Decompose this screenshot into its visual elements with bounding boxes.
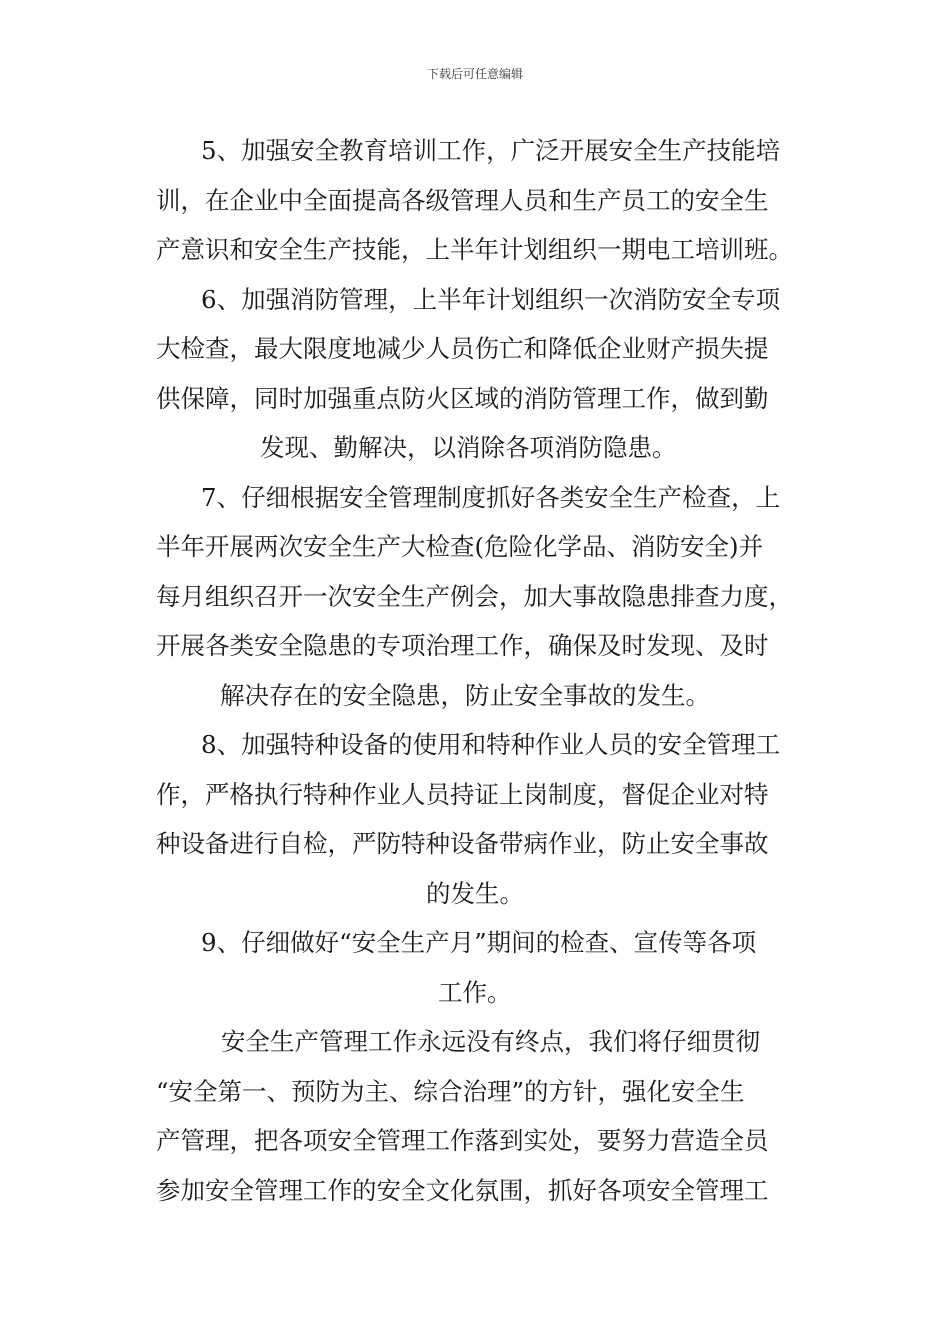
text-line: 7、仔细根据安全管理制度抓好各类安全生产检查，上 <box>201 482 781 512</box>
text-line: 作，严格执行特种作业人员持证上岗制度，督促企业对特 <box>156 779 769 809</box>
text-line: 5、加强安全教育培训工作，广泛开展安全生产技能培 <box>201 136 781 165</box>
text-line: 8、加强特种设备的使用和特种作业人员的安全管理工 <box>201 730 781 759</box>
text-line: 开展各类安全隐患的专项治理工作，确保及时发现、及时 <box>156 631 769 660</box>
text-line: 发现、勤解决，以消除各项消防隐患。 <box>260 433 677 462</box>
text-line: 种设备进行自检，严防特种设备带病作业，防止安全事故 <box>156 829 769 858</box>
text-line: 产意识和安全生产技能，上半年计划组织一期电工培训班。 <box>156 235 793 264</box>
text-line: 产管理，把各项安全管理工作落到实处，要努力营造全员 <box>156 1126 769 1155</box>
text-line: 大检查，最大限度地减少人员伤亡和降低企业财产损失提 <box>156 334 769 363</box>
text-line: 6、加强消防管理，上半年计划组织一次消防安全专项 <box>201 284 781 314</box>
page-header: 下载后可任意编辑 <box>426 67 523 81</box>
text-line: 安全生产管理工作永远没有终点，我们将仔细贯彻 <box>221 1027 760 1056</box>
text-line: 参加安全管理工作的安全文化氛围，抓好各项安全管理工 <box>156 1175 769 1205</box>
document-body <box>156 126 806 1215</box>
text-line: 的发生。 <box>426 878 524 908</box>
text-line: 9、仔细做好“安全生产月”期间的检查、宣传等各项 <box>201 928 757 957</box>
text-line: 训，在企业中全面提高各级管理人员和生产员工的安全生 <box>156 185 769 215</box>
text-line: 每月组织召开一次安全生产例会，加大事故隐患排查力度， <box>156 581 793 611</box>
text-line: “安全第一、预防为主、综合治理”的方针，强化安全生 <box>156 1076 745 1106</box>
text-line: 半年开展两次安全生产大检查(危险化学品、消防安全)并 <box>156 532 764 561</box>
text-line: 解决存在的安全隐患，防止安全事故的发生。 <box>220 680 710 710</box>
text-line: 供保障，同时加强重点防火区域的消防管理工作，做到勤 <box>156 383 769 413</box>
text-line: 工作。 <box>438 977 512 1007</box>
